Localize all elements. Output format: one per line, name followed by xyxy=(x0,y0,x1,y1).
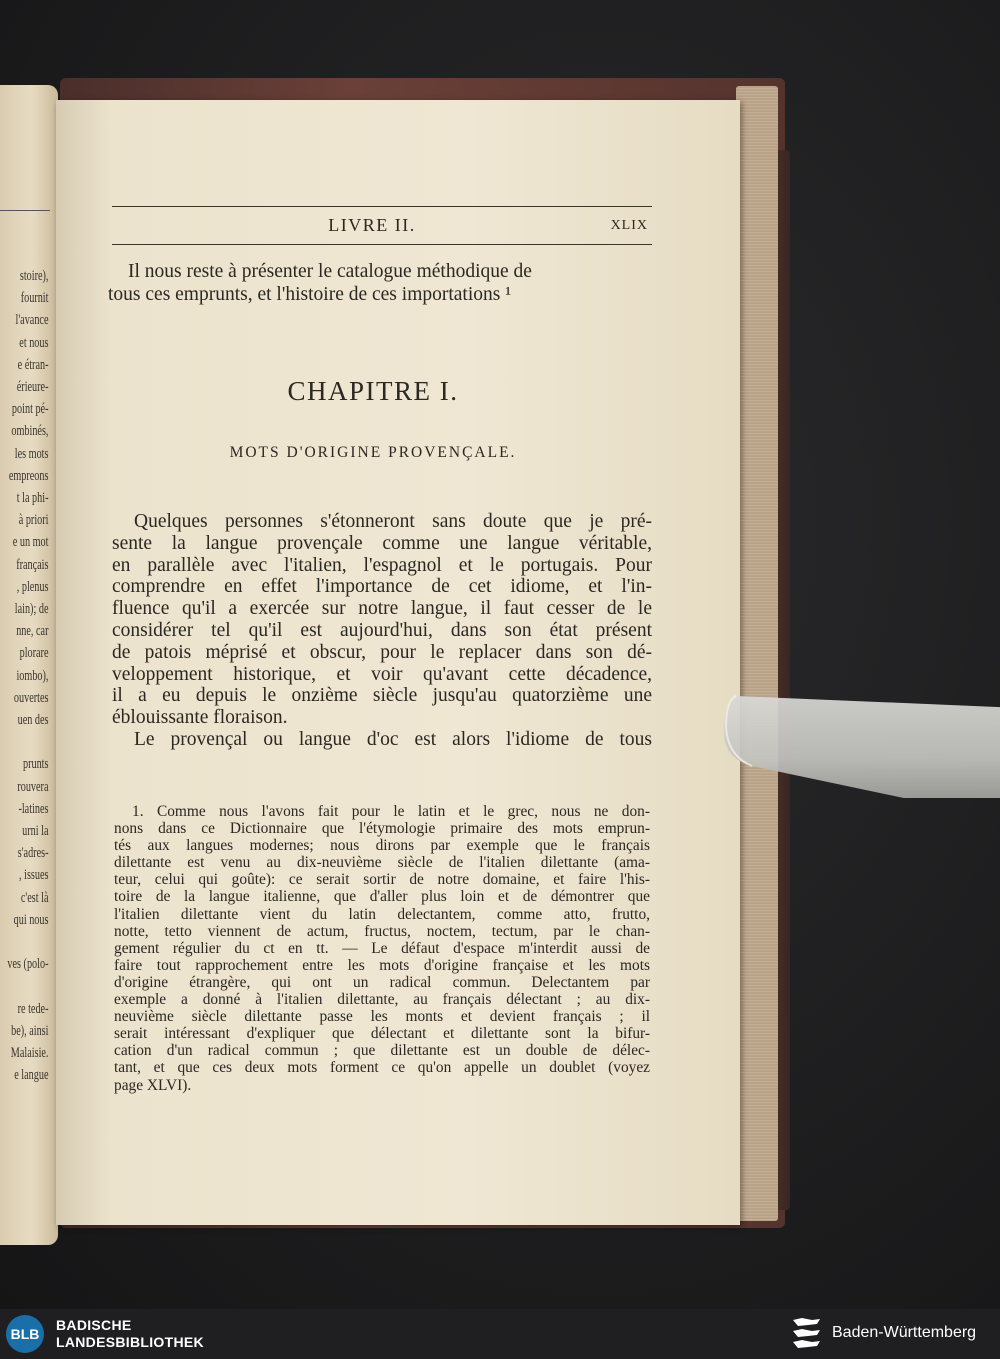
left-page-line: nne, car xyxy=(16,623,49,640)
footnote-line: serait intéressant d'expliquer que délectant et dilettante sont la bifur- xyxy=(114,1025,650,1043)
left-page-line: plorare xyxy=(19,645,49,662)
footnote-line: cation d'un radical commun ; que dilettante est un double de délec- xyxy=(114,1042,650,1060)
running-head-title: LIVRE II. xyxy=(328,215,416,235)
left-page-line: uen des xyxy=(17,712,49,729)
body-line: considérer tel qu'il est aujourd'hui, dans son état présent xyxy=(112,619,652,641)
footnote-line: notte, tetto viennent de actum, fructus, noctem, tectum, par le chan- xyxy=(114,922,650,940)
body-line: en parallèle avec l'italien, l'espagnol et le portugais. Pour xyxy=(112,554,652,576)
intro-line: Il nous reste à présenter le catalogue méthodique de xyxy=(128,261,532,282)
left-page-line: Malaisie. xyxy=(10,1045,49,1062)
footnote-line: dilettante est venu au dix-neuvième siècle de l'italien dilettante (ama- xyxy=(114,854,650,872)
left-page-line xyxy=(0,976,48,998)
paper-knife-icon xyxy=(722,688,1000,798)
left-page-line: ombinés, xyxy=(11,423,49,440)
left-page-line: -latines xyxy=(18,800,49,817)
blb-name[interactable] xyxy=(56,1317,204,1351)
bw-name[interactable]: Baden-Württemberg xyxy=(832,1324,977,1341)
footnote-line: tés aux langues modernes; nous dirons par exemple que le français xyxy=(114,837,650,855)
blb-name-line: BADISCHE xyxy=(56,1317,132,1333)
footnote-line: neuvième siècle dilettante passe les monts et devient français ; il xyxy=(114,1008,650,1026)
body-line: comprendre en effet l'importance de cet idiome, et l'in- xyxy=(112,576,652,598)
body-line: de patois méprisé et obscur, pour le replacer dans son dé- xyxy=(112,641,652,663)
left-page-line: lain); de xyxy=(14,601,49,618)
left-page-line: , plenus xyxy=(16,578,49,595)
footer-bar xyxy=(0,1309,1000,1359)
chapter-title: CHAPITRE I. xyxy=(287,376,459,406)
footnote-line: teur, celui qui goûte): ce serait sortir de notre domaine, et faire l'his- xyxy=(114,871,650,889)
left-page-line: t la phi- xyxy=(16,490,49,507)
left-page-line: stoire), xyxy=(19,268,49,284)
left-page-line: prunts xyxy=(22,756,49,773)
body-line: éblouissante floraison. xyxy=(112,707,288,729)
footnote-line: tant, et que ces deux mots forment ce qu'on appelle un doublet (voyez xyxy=(114,1059,650,1077)
left-page-line: urni la xyxy=(22,823,49,840)
page-number: XLIX xyxy=(610,218,648,233)
header-rule-top xyxy=(112,206,652,207)
left-page-line: , issues xyxy=(19,867,49,884)
left-page-line: e un mot xyxy=(12,534,49,551)
footnote-line: 1. Comme nous l'avons fait pour le latin et le grec, nous ne don- xyxy=(132,803,650,820)
left-page-line: français xyxy=(16,556,49,573)
footnote-line: d'origine étrangère, qui ont un radical commun. Delectantem par xyxy=(114,973,650,991)
left-page-line: fournit xyxy=(20,290,49,307)
body-text xyxy=(112,511,652,751)
body-line: Quelques personnes s'étonneront sans doute que je pré- xyxy=(134,511,652,532)
left-page-line: c'est là xyxy=(20,889,49,906)
body-line: il a eu depuis le onzième siècle jusqu'au quatorzième une xyxy=(112,685,652,707)
footnote xyxy=(114,803,650,1094)
body-line: fluence qu'il a exercée sur notre langue, il faut cesser de le xyxy=(112,598,652,620)
footnote-line: toire de la langue italienne, que d'aller plus loin et de démontrer que xyxy=(114,888,650,906)
left-page-line: ouvertes xyxy=(13,689,49,706)
left-page-line: iombo), xyxy=(16,667,49,684)
left-page-line: point pé- xyxy=(11,401,49,418)
page-edges xyxy=(736,86,778,1221)
left-page-line: empreons xyxy=(8,467,49,484)
left-page-line: rouvera xyxy=(17,778,49,795)
header-rule-bottom xyxy=(112,244,652,245)
footnote-line: faire tout rapprochement entre les mots d'origine française et les mots xyxy=(114,956,650,974)
intro-line: tous ces emprunts, et l'histoire de ces importations ¹ xyxy=(108,284,512,305)
footnote-line: exemple a donné à l'italien dilettante, au français délectant ; au dix- xyxy=(114,991,650,1009)
facing-page-left xyxy=(0,85,58,1245)
left-page-line: érieure- xyxy=(16,379,49,396)
left-page-line: l'avance xyxy=(15,312,49,329)
left-page-line: ves (polo- xyxy=(7,956,49,973)
left-page-line: re tede- xyxy=(17,1000,49,1017)
left-page-line: les mots xyxy=(14,445,49,462)
baden-wuerttemberg-lions-icon[interactable] xyxy=(790,1316,824,1352)
left-page-line xyxy=(0,731,48,753)
left-page-line: e langue xyxy=(14,1067,49,1084)
body-line: Le provençal ou langue d'oc est alors l'idiome de tous xyxy=(134,728,652,750)
left-page-rule xyxy=(0,210,50,211)
left-page-line xyxy=(0,931,48,953)
body-line: veloppement historique, et voir qu'avant cette décadence, xyxy=(112,663,652,685)
left-page-line: et nous xyxy=(19,334,49,351)
blb-name-line: LANDESBIBLIOTHEK xyxy=(56,1334,204,1350)
footnote-line: l'italien dilettante vient du latin delectantem, comme atto, frutto, xyxy=(114,905,650,923)
running-head xyxy=(112,206,652,246)
footnote-line: gement régulier du ct en tt. — Le défaut d'espace m'interdit aussi de xyxy=(114,939,650,957)
blb-logo-icon[interactable]: BLB xyxy=(6,1315,44,1353)
left-page-line: be), ainsi xyxy=(11,1022,49,1039)
left-page-line: à priori xyxy=(18,512,49,529)
body-line: sente la langue provençale comme une langue véritable, xyxy=(112,532,652,554)
left-page-line: qui nous xyxy=(13,911,49,928)
left-page-text xyxy=(0,265,58,1087)
intro-paragraph xyxy=(108,260,648,306)
footnote-line: page XLVI). xyxy=(114,1076,192,1094)
footnote-line: nons dans ce Dictionnaire que l'étymologie primaire des mots emprun- xyxy=(114,820,650,838)
chapter-subtitle: MOTS D'ORIGINE PROVENÇALE. xyxy=(229,444,517,461)
left-page-line: s'adres- xyxy=(17,845,49,862)
left-page-line: e étran- xyxy=(17,356,49,373)
